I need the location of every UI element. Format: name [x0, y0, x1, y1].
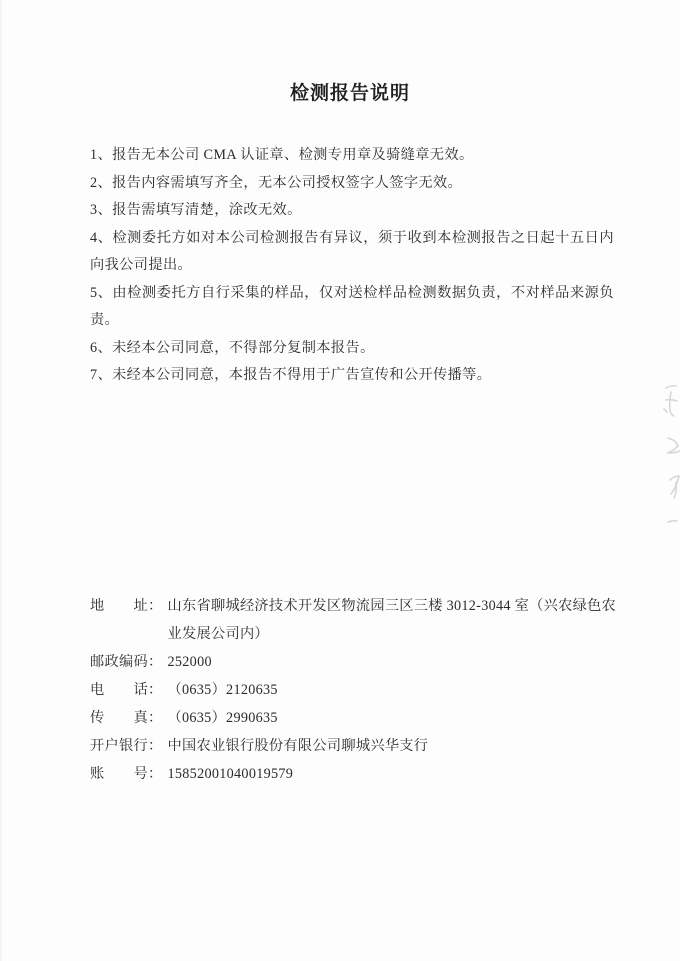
contact-colon: ： — [148, 738, 163, 754]
contact-row-fax — [90, 704, 618, 732]
contact-row-account — [90, 760, 618, 788]
contact-value-phone: （0635）2120635 — [167, 682, 278, 698]
contact-value-address: 山东省聊城经济技术开发区物流园三区三楼 3012-3044 室（兴农绿色农业发展公司内） — [167, 598, 617, 642]
contact-colon: ： — [148, 654, 163, 670]
contact-label-address: 地址 — [90, 598, 148, 614]
contact-row-address — [90, 592, 618, 648]
contact-label-bank: 开户银行 — [90, 738, 148, 754]
note-item-1: 1、报告无本公司 CMA 认证章、检测专用章及骑缝章无效。 — [90, 147, 474, 163]
contact-colon: ： — [148, 766, 163, 782]
contact-row-phone — [90, 676, 618, 704]
contact-label-fax: 传真 — [90, 710, 148, 726]
note-item-3: 3、报告需填写清楚，涂改无效。 — [90, 202, 302, 218]
note-item-5: 5、由检测委托方自行采集的样品，仅对送检样品检测数据负责，不对样品来源负责。 — [90, 284, 614, 328]
contact-colon: ： — [148, 710, 163, 726]
note-item-7: 7、未经本公司同意，本报告不得用于广告宣传和公开传播等。 — [90, 367, 492, 383]
note-item-6: 6、未经本公司同意，不得部分复制本报告。 — [90, 339, 375, 356]
page-title: 检测报告说明 — [289, 83, 410, 104]
contact-label-postcode: 邮政编码 — [90, 654, 148, 670]
contact-colon: ： — [148, 598, 163, 614]
note-item-2: 2、报告内容需填写齐全，无本公司授权签字人签字无效。 — [90, 174, 463, 191]
notes-list — [90, 142, 614, 390]
ink-bleed-marks — [644, 382, 680, 532]
contact-label-account: 账号 — [90, 766, 148, 782]
contact-colon: ： — [148, 682, 163, 698]
contact-label-phone: 电话 — [90, 682, 148, 698]
note-item-4: 4、检测委托方如对本公司检测报告有异议，须于收到本检测报告之日起十五日内向我公司提出。 — [90, 229, 614, 273]
contact-value-bank: 中国农业银行股份有限公司聊城兴华支行 — [167, 738, 429, 754]
scan-edge-shadow — [0, 0, 3, 961]
contact-block — [90, 592, 618, 788]
contact-value-account: 15852001040019579 — [167, 766, 294, 782]
contact-value-fax: （0635）2990635 — [167, 710, 278, 726]
contact-row-bank — [90, 732, 618, 760]
contact-row-postcode — [90, 648, 618, 676]
contact-value-postcode: 252000 — [167, 654, 212, 670]
